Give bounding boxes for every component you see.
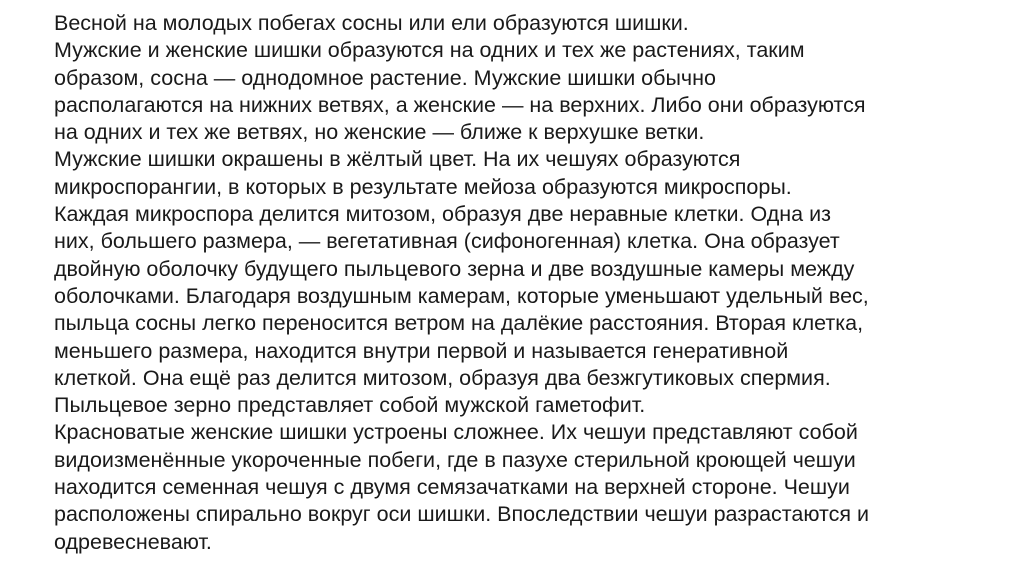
text-line: образом, сосна — однодомное растение. Мужские шишки обычно <box>54 65 716 90</box>
text-line: двойную оболочку будущего пыльцевого зерна и две воздушные камеры между <box>54 256 855 281</box>
text-line: находится семенная чешуя с двумя семязачатками на верхней стороне. Чешуи <box>54 475 850 500</box>
text-line: Пыльцевое зерно представляет собой мужской гаметофит. <box>54 393 646 418</box>
text-line: одревесневают. <box>54 529 212 554</box>
text-line: пыльца сосны легко переносится ветром на далёкие расстояния. Вторая клетка, <box>54 311 864 336</box>
body-text <box>54 10 974 556</box>
text-line: микроспорангии, в которых в результате мейоза образуются микроспоры. <box>54 174 792 199</box>
text-line: оболочками. Благодаря воздушным камерам, которые уменьшают удельный вес, <box>54 283 869 308</box>
text-line: Весной на молодых побегах сосны или ели образуются шишки. <box>54 11 689 35</box>
text-line: меньшего размера, находится внутри первой и называется генеративной <box>54 338 789 363</box>
text-line: расположены спирально вокруг оси шишки. Впоследствии чешуи разрастаются и <box>54 502 869 527</box>
text-line: располагаются на нижних ветвях, а женские — на верхних. Либо они образуются <box>54 92 866 117</box>
text-line: Красноватые женские шишки устроены сложнее. Их чешуи представляют собой <box>54 420 858 445</box>
text-line: видоизменённые укороченные побеги, где в пазухе стерильной кроющей чешуи <box>54 447 856 472</box>
text-line: Мужские и женские шишки образуются на одних и тех же растениях, таким <box>54 38 805 63</box>
text-line: Каждая микроспора делится митозом, образуя две неравные клетки. Одна из <box>54 202 831 227</box>
text-line: них, большего размера, — вегетативная (сифоногенная) клетка. Она образует <box>54 229 840 254</box>
text-line: на одних и тех же ветвях, но женские — ближе к верхушке ветки. <box>54 120 705 145</box>
text-line: Мужские шишки окрашены в жёлтый цвет. На их чешуях образуются <box>54 147 741 172</box>
text-line: клеткой. Она ещё раз делится митозом, образуя два безжгутиковых спермия. <box>54 365 831 390</box>
